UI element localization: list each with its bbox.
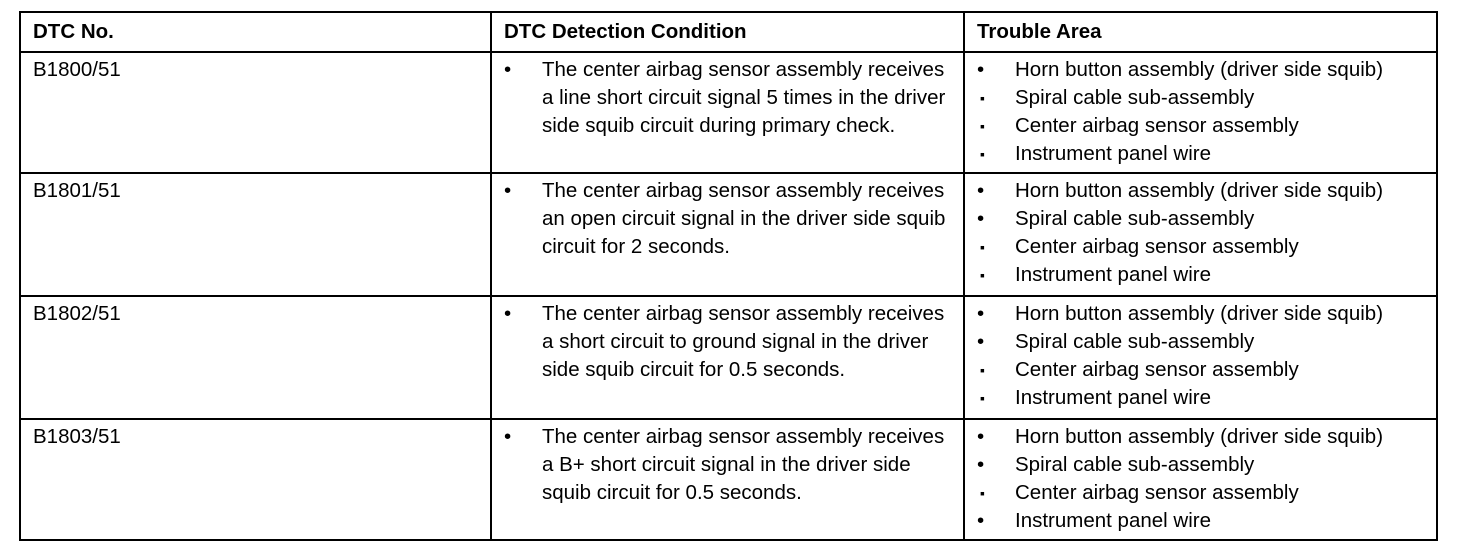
trouble-area-text: Spiral cable sub-assembly — [1015, 330, 1255, 353]
trouble-area-text: Instrument panel wire — [1015, 142, 1211, 165]
trouble-area-text: Instrument panel wire — [1015, 386, 1211, 409]
detection-condition-text: The center airbag sensor assembly receives an open circuit signal in the driver side squib circuit for 2 seconds. — [542, 179, 946, 258]
header-dtc-no: DTC No. — [20, 12, 491, 52]
list-item — [977, 177, 1424, 205]
bullet-icon: • — [977, 453, 985, 476]
table-row — [20, 419, 1437, 540]
bullet-icon: • — [977, 58, 985, 81]
table-row — [20, 52, 1437, 173]
trouble-area-text: Instrument panel wire — [1015, 509, 1211, 532]
bullet-icon: • — [977, 207, 985, 230]
bullet-icon: • — [977, 425, 985, 448]
list-item — [504, 300, 951, 384]
trouble-area-text: Spiral cable sub-assembly — [1015, 453, 1255, 476]
list-item — [977, 384, 1424, 412]
detection-condition-text: The center airbag sensor assembly receives a short circuit to ground signal in the driver side squib circuit for 0.5 seconds. — [542, 302, 945, 381]
trouble-area-text: Horn button assembly (driver side squib) — [1015, 302, 1384, 325]
bullet-icon: • — [977, 179, 985, 202]
trouble-area-text: Spiral cable sub-assembly — [1015, 207, 1255, 230]
detection-condition-cell — [491, 173, 964, 296]
bullet-icon: ▪ — [980, 118, 985, 134]
list-item — [977, 300, 1424, 328]
trouble-area-text: Horn button assembly (driver side squib) — [1015, 179, 1384, 202]
table-row — [20, 296, 1437, 419]
trouble-area-cell — [964, 173, 1437, 296]
trouble-area-text: Horn button assembly (driver side squib) — [1015, 58, 1384, 81]
bullet-icon: • — [504, 302, 512, 325]
list-item — [977, 56, 1424, 84]
bullet-icon: • — [504, 425, 512, 448]
detection-condition-cell — [491, 296, 964, 419]
list-item — [977, 112, 1424, 140]
list-item — [504, 177, 951, 261]
table-header-row — [20, 12, 1437, 52]
detection-condition-text: The center airbag sensor assembly receives a B+ short circuit signal in the driver side squib circuit for 0.5 seconds. — [542, 425, 945, 504]
list-item — [977, 140, 1424, 168]
list-item — [977, 479, 1424, 507]
list-item — [977, 423, 1424, 451]
bullet-icon: ▪ — [980, 90, 985, 106]
bullet-icon: • — [977, 302, 985, 325]
trouble-area-cell — [964, 419, 1437, 540]
bullet-icon: ▪ — [980, 390, 985, 406]
trouble-area-text: Center airbag sensor assembly — [1015, 235, 1299, 258]
trouble-area-text: Center airbag sensor assembly — [1015, 358, 1299, 381]
dtc-code: B1800/51 — [20, 52, 491, 173]
list-item — [977, 507, 1424, 535]
bullet-icon: • — [977, 330, 985, 353]
list-item — [977, 205, 1424, 233]
dtc-code: B1802/51 — [20, 296, 491, 419]
header-trouble-area: Trouble Area — [964, 12, 1437, 52]
trouble-area-text: Spiral cable sub-assembly — [1015, 86, 1255, 109]
detection-condition-cell — [491, 52, 964, 173]
dtc-code: B1803/51 — [20, 419, 491, 540]
dtc-table — [19, 11, 1438, 541]
trouble-area-text: Center airbag sensor assembly — [1015, 114, 1299, 137]
list-item — [977, 328, 1424, 356]
list-item — [977, 261, 1424, 289]
bullet-icon: ▪ — [980, 146, 985, 162]
list-item — [504, 423, 951, 507]
bullet-icon: ▪ — [980, 362, 985, 378]
bullet-icon: • — [504, 179, 512, 202]
table-row — [20, 173, 1437, 296]
trouble-area-text: Instrument panel wire — [1015, 263, 1211, 286]
bullet-icon: • — [504, 58, 512, 81]
list-item — [504, 56, 951, 140]
list-item — [977, 356, 1424, 384]
dtc-code: B1801/51 — [20, 173, 491, 296]
bullet-icon: ▪ — [980, 239, 985, 255]
bullet-icon: • — [977, 509, 985, 532]
list-item — [977, 233, 1424, 261]
bullet-icon: ▪ — [980, 267, 985, 283]
list-item — [977, 451, 1424, 479]
detection-condition-cell — [491, 419, 964, 540]
detection-condition-text: The center airbag sensor assembly receives a line short circuit signal 5 times in the driver side squib circuit during primary check. — [542, 58, 946, 137]
list-item — [977, 84, 1424, 112]
trouble-area-text: Horn button assembly (driver side squib) — [1015, 425, 1384, 448]
bullet-icon: ▪ — [980, 485, 985, 501]
trouble-area-cell — [964, 52, 1437, 173]
trouble-area-cell — [964, 296, 1437, 419]
header-detection-condition: DTC Detection Condition — [491, 12, 964, 52]
trouble-area-text: Center airbag sensor assembly — [1015, 481, 1299, 504]
